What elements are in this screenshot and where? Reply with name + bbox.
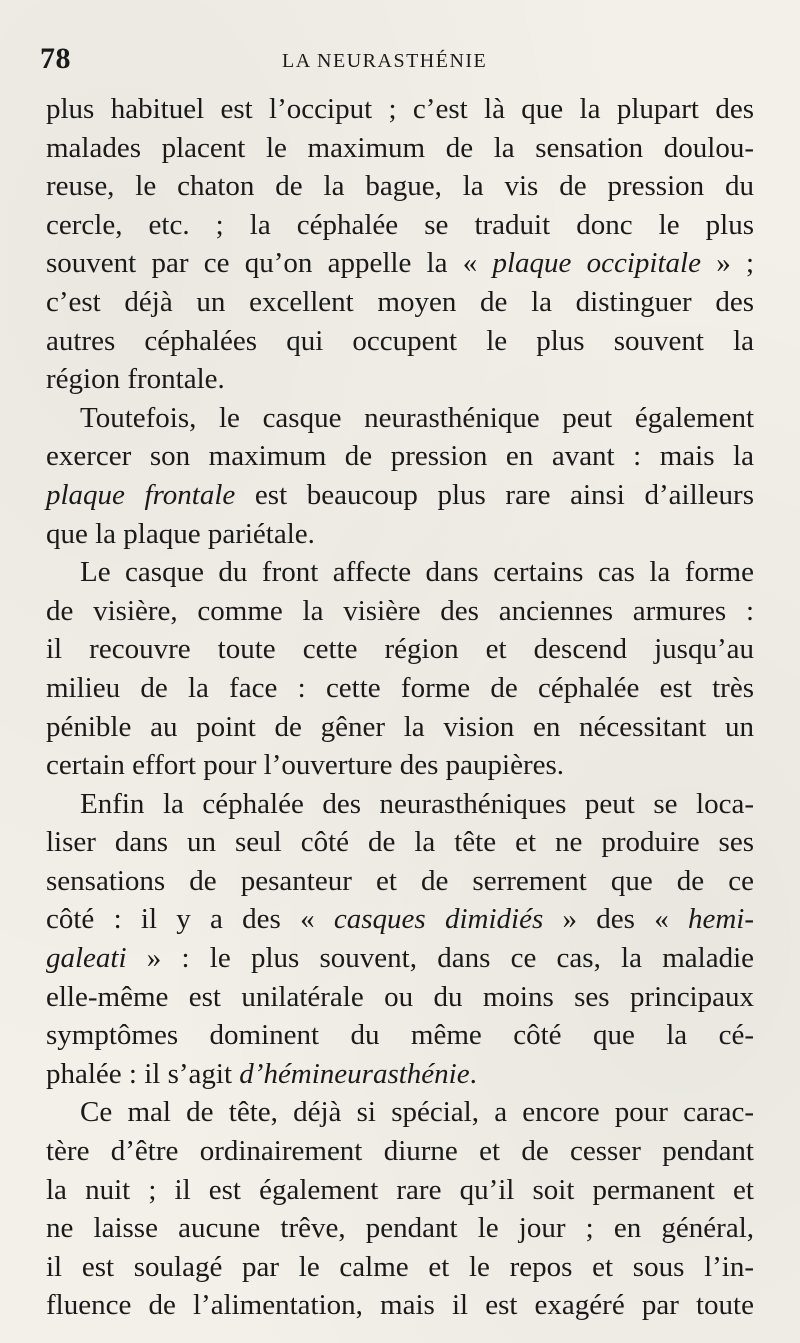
text-line: milieu de la face : cette forme de céphalée est très [46,671,754,704]
text-line: c’est déjà un excellent moyen de la distinguer des [46,285,754,318]
text-line: il recouvre toute cette région et descend jusqu’au [46,633,754,666]
text-line: que la plaque pariétale. [46,517,315,550]
text-line: fluence de l’alimentation, mais il est exagéré par toute [46,1289,754,1322]
text-line: phalée : il s’agit d’hémineurasthénie. [46,1057,477,1090]
text-line: autres céphalées qui occupent le plus souvent la [46,324,754,357]
text-line: cercle, etc. ; la céphalée se traduit donc le plus [46,208,754,241]
text-line: Le casque du front affecte dans certains cas la forme [80,556,754,589]
italic-term: d’hémineurasthénie [239,1057,470,1090]
page-number: 78 [40,42,71,75]
text-line: pénible au point de gêner la vision en nécessitant un [46,710,754,743]
text-line: exercer son maximum de pression en avant : mais la [46,440,754,473]
text-line: il est soulagé par le calme et le repos et sous l’in- [46,1250,754,1283]
body-text [46,90,754,1325]
text-line: souvent par ce qu’on appelle la « plaque occipitale » ; [46,247,754,280]
text-line: côté : il y a des « casques dimidiés » des « hemi- [46,903,754,936]
text-line: région frontale. [46,363,225,396]
text-line: galeati » : le plus souvent, dans ce cas, la maladie [46,942,754,975]
text-line: liser dans un seul côté de la tête et ne produire ses [46,826,754,859]
italic-term: casques dimidiés [333,903,544,936]
text-line: tère d’être ordinairement diurne et de cesser pendant [46,1135,754,1168]
text-line: la nuit ; il est également rare qu’il soit permanent et [46,1173,754,1206]
text-line: plus habituel est l’occiput ; c’est là que la plupart des [46,93,754,125]
running-title: LA NEURASTHÉNIE [282,50,488,72]
text-line: certain effort pour l’ouverture des paupières. [46,749,565,782]
italic-term: hemi- [687,903,754,936]
text-line: sensations de pesanteur et de serrement que de ce [46,864,754,897]
text-line: Ce mal de tête, déjà si spécial, a encore pour carac- [80,1096,754,1129]
text-line: elle-même est unilatérale ou du moins ses principaux [46,980,754,1013]
page-header [40,42,755,82]
italic-term: plaque occipitale [492,247,701,280]
text-line: malades placent le maximum de la sensation doulou- [46,131,754,164]
text-line: symptômes dominent du même côté que la cé- [46,1019,754,1052]
text-line: ne laisse aucune trêve, pendant le jour ; en général, [46,1212,754,1245]
italic-term: plaque frontale [46,478,236,511]
italic-term: galeati [46,942,127,975]
text-line: reuse, le chaton de la bague, la vis de pression du [46,170,754,203]
text-line: Enfin la céphalée des neurasthéniques peut se loca- [80,787,754,820]
text-line: de visière, comme la visière des anciennes armures : [46,594,754,627]
text-line: Toutefois, le casque neurasthénique peut également [80,401,754,434]
text-line: plaque frontale est beaucoup plus rare ainsi d’ailleurs [46,478,754,511]
